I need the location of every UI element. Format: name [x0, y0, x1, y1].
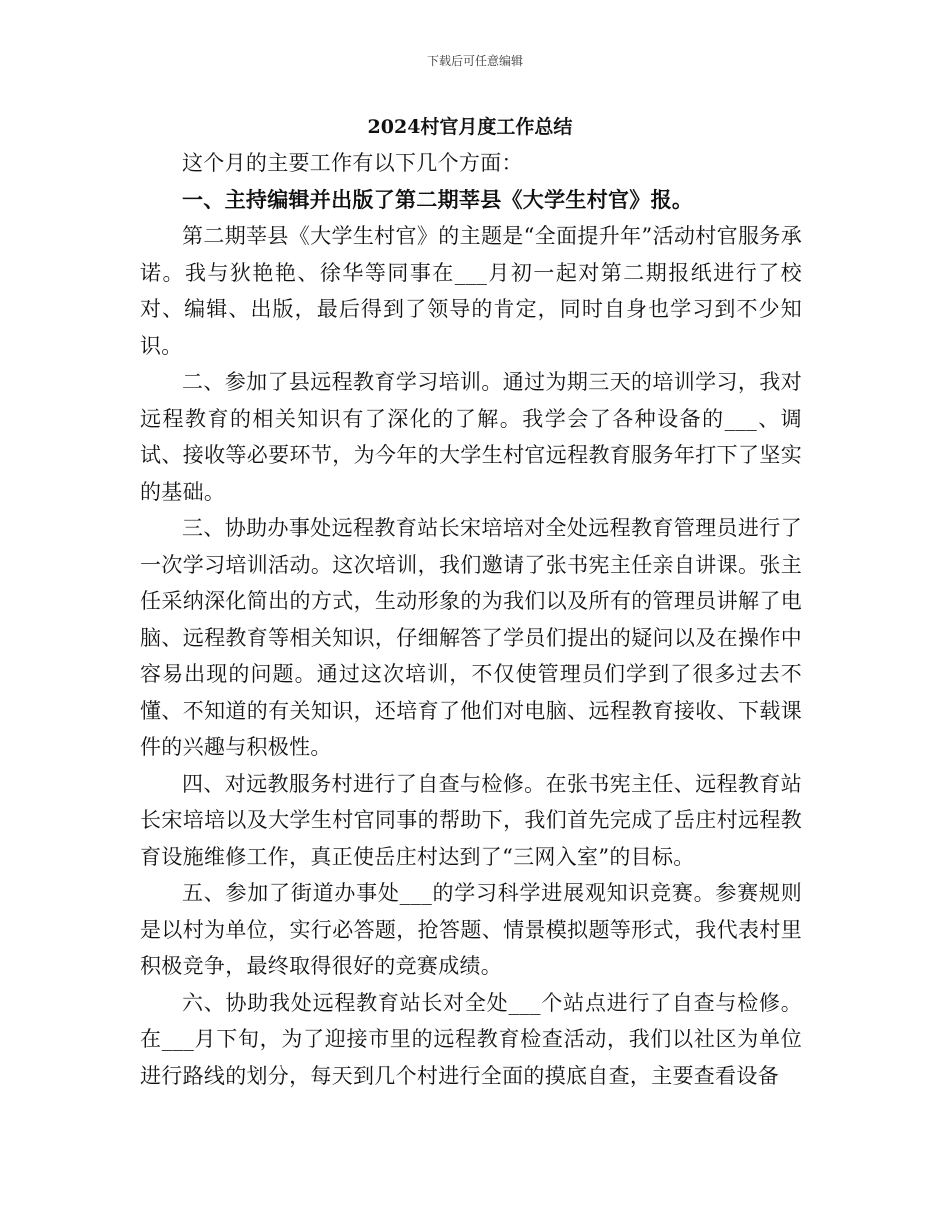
document-title: 2024村官月度工作总结 — [367, 116, 573, 138]
paragraph-2: 二、参加了县远程教育学习培训。通过为期三天的培训学习，我对远程教育的相关知识有了深化的了解。我学会了各种设备的___、调试、接收等必要环节，为今年的大学生村官远程教育服务年打下了坚实的基础。 — [140, 370, 802, 504]
paragraph-5: 五、参加了街道办事处___的学习科学进展观知识竞赛。参赛规则是以村为单位，实行必答题，抢答题、情景模拟题等形式，我代表村里积极竞争，最终取得很好的竞赛成绩。 — [140, 881, 802, 978]
paragraph-6: 六、协助我处远程教育站长对全处___个站点进行了自查与检修。在___月下旬，为了迎接市里的远程教育检查活动，我们以社区为单位进行路线的划分，每天到几个村进行全面的摸底自查，主要查看设备 — [140, 990, 802, 1088]
paragraph-3: 三、协助办事处远程教育站长宋培培对全处远程教育管理员进行了一次学习培训活动。这次培训，我们邀请了张书宪主任亲自讲课。张主任采纳深化简出的方式，生动形象的为我们以及所有的管理员讲解了电脑、远程教育等相关知识，仔细解答了学员们提出的疑问以及在操作中容易出现的问题。通过这次培训，不仅使管理员们学到了很多过去不懂、不知道的有关知识，还培育了他们对电脑、远程教育接收、下载课件的兴趣与积极性。 — [140, 516, 802, 759]
paragraph-4: 四、对远教服务村进行了自查与检修。在张书宪主任、远程教育站长宋培培以及大学生村官同事的帮助下，我们首先完成了岳庄村远程教育设施维修工作，真正使岳庄村达到了“三网入室”的目标。 — [140, 771, 802, 869]
paragraph-1: 第二期莘县《大学生村官》的主题是“全面提升年”活动村官服务承诺。我与狄艳艳、徐华等同事在___月初一起对第二期报纸进行了校对、编辑、出版，最后得到了领导的肯定，同时自身也学习到不少知识。 — [140, 224, 802, 358]
document-body — [140, 145, 802, 1094]
section-heading-1: 一、主持编辑并出版了第二期莘县《大学生村官》报。 — [182, 186, 694, 212]
header-note: 下载后可任意编辑 — [426, 54, 523, 68]
paragraph-intro: 这个月的主要工作有以下几个方面： — [182, 151, 523, 175]
